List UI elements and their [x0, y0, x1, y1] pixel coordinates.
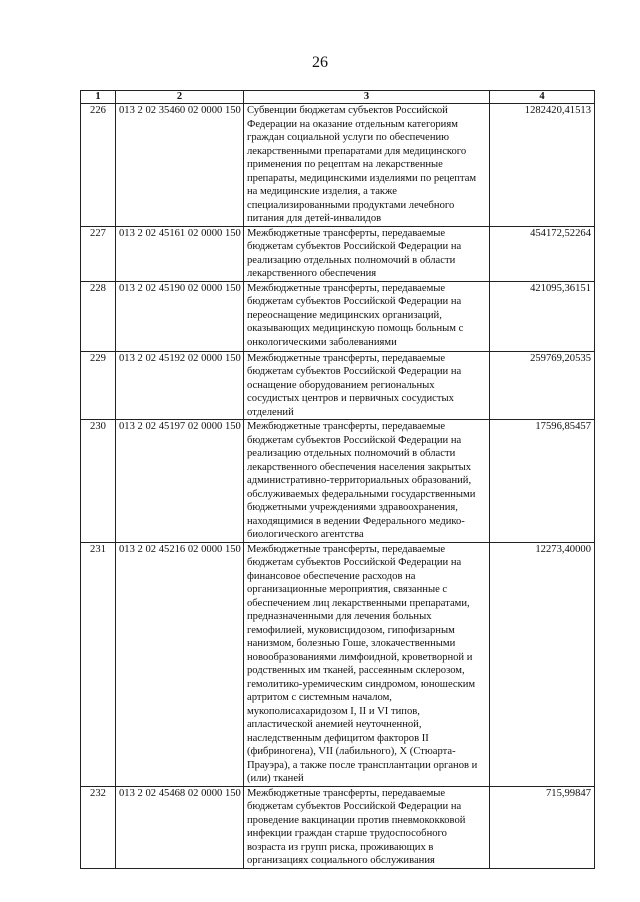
row-description: Межбюджетные трансферты, передаваемые бюджетам субъектов Российской Федерации на реализацию отдельных полномочий в области лекарственного обеспечения населения закрытых административно-территориальных образований, обслуживаемых федеральными государственными бюджетными учреждениями здравоохранения, находящимися в ведении Федерального медико-биологического агентства	[244, 420, 490, 543]
row-number: 230	[81, 420, 116, 543]
budget-code: 013 2 02 45192 02 0000 150	[116, 351, 244, 420]
row-number: 227	[81, 226, 116, 281]
row-amount: 421095,36151	[490, 281, 595, 351]
column-header-code: 2	[116, 91, 244, 104]
row-number: 228	[81, 281, 116, 351]
row-number: 229	[81, 351, 116, 420]
budget-code: 013 2 02 45190 02 0000 150	[116, 281, 244, 351]
row-amount: 1282420,41513	[490, 104, 595, 227]
budget-code: 013 2 02 45197 02 0000 150	[116, 420, 244, 543]
row-number: 232	[81, 786, 116, 868]
row-description: Межбюджетные трансферты, передаваемые бюджетам субъектов Российской Федерации на оснащение оборудованием региональных сосудистых центров и первичных сосудистых отделений	[244, 351, 490, 420]
row-amount: 17596,85457	[490, 420, 595, 543]
budget-code: 013 2 02 45216 02 0000 150	[116, 542, 244, 786]
table-row	[81, 786, 595, 868]
row-amount: 12273,40000	[490, 542, 595, 786]
budget-code: 013 2 02 45468 02 0000 150	[116, 786, 244, 868]
column-header-description: 3	[244, 91, 490, 104]
row-number: 231	[81, 542, 116, 786]
row-amount: 454172,52264	[490, 226, 595, 281]
table-row	[81, 351, 595, 420]
column-header-row-number: 1	[81, 91, 116, 104]
row-number: 226	[81, 104, 116, 227]
row-description: Межбюджетные трансферты, передаваемые бюджетам субъектов Российской Федерации на проведение вакцинации против пневмококковой инфекции граждан старше трудоспособного возраста из групп риска, проживающих в организациях социального обслуживания	[244, 786, 490, 868]
table-header-row	[81, 91, 595, 104]
row-amount: 715,99847	[490, 786, 595, 868]
page-number: 26	[312, 54, 328, 71]
row-description: Межбюджетные трансферты, передаваемые бюджетам субъектов Российской Федерации на переоснащение медицинских организаций, оказывающих медицинскую помощь больным с онкологическими заболеваниями	[244, 281, 490, 351]
row-amount: 259769,20535	[490, 351, 595, 420]
table-row	[81, 226, 595, 281]
budget-code: 013 2 02 45161 02 0000 150	[116, 226, 244, 281]
budget-code: 013 2 02 35460 02 0000 150	[116, 104, 244, 227]
budget-table	[80, 90, 595, 869]
table-row	[81, 104, 595, 227]
table-row	[81, 420, 595, 543]
row-description: Межбюджетные трансферты, передаваемые бюджетам субъектов Российской Федерации на финансовое обеспечение расходов на организационные мероприятия, связанные с обеспечением лиц лекарственными препаратами, предназначенными для лечения больных гемофилией, муковисцидозом, гипофизарным нанизмом, болезнью Гоше, злокачественными новообразованиями лимфоидной, кроветворной и родственных им тканей, рассеянным склерозом, гемолитико-уремическим синдромом, юношеским артритом с системным началом, мукополисахаридозом I, II и VI типов, апластической анемией неуточненной, наследственным дефицитом факторов II (фибриногена), VII (лабильного), X (Стюарта-Прауэра), а также после трансплантации органов и (или) тканей	[244, 542, 490, 786]
table-row	[81, 281, 595, 351]
table-row	[81, 542, 595, 786]
column-header-amount: 4	[490, 91, 595, 104]
row-description: Межбюджетные трансферты, передаваемые бюджетам субъектов Российской Федерации на реализацию отдельных полномочий в области лекарственного обеспечения	[244, 226, 490, 281]
row-description: Субвенции бюджетам субъектов Российской Федерации на оказание отдельным категориям граждан социальной услуги по обеспечению лекарственными препаратами для медицинского применения по рецептам на лекарственные препараты, медицинскими изделиями по рецептам на медицинские изделия, а также специализированными продуктами лечебного питания для детей-инвалидов	[244, 104, 490, 227]
